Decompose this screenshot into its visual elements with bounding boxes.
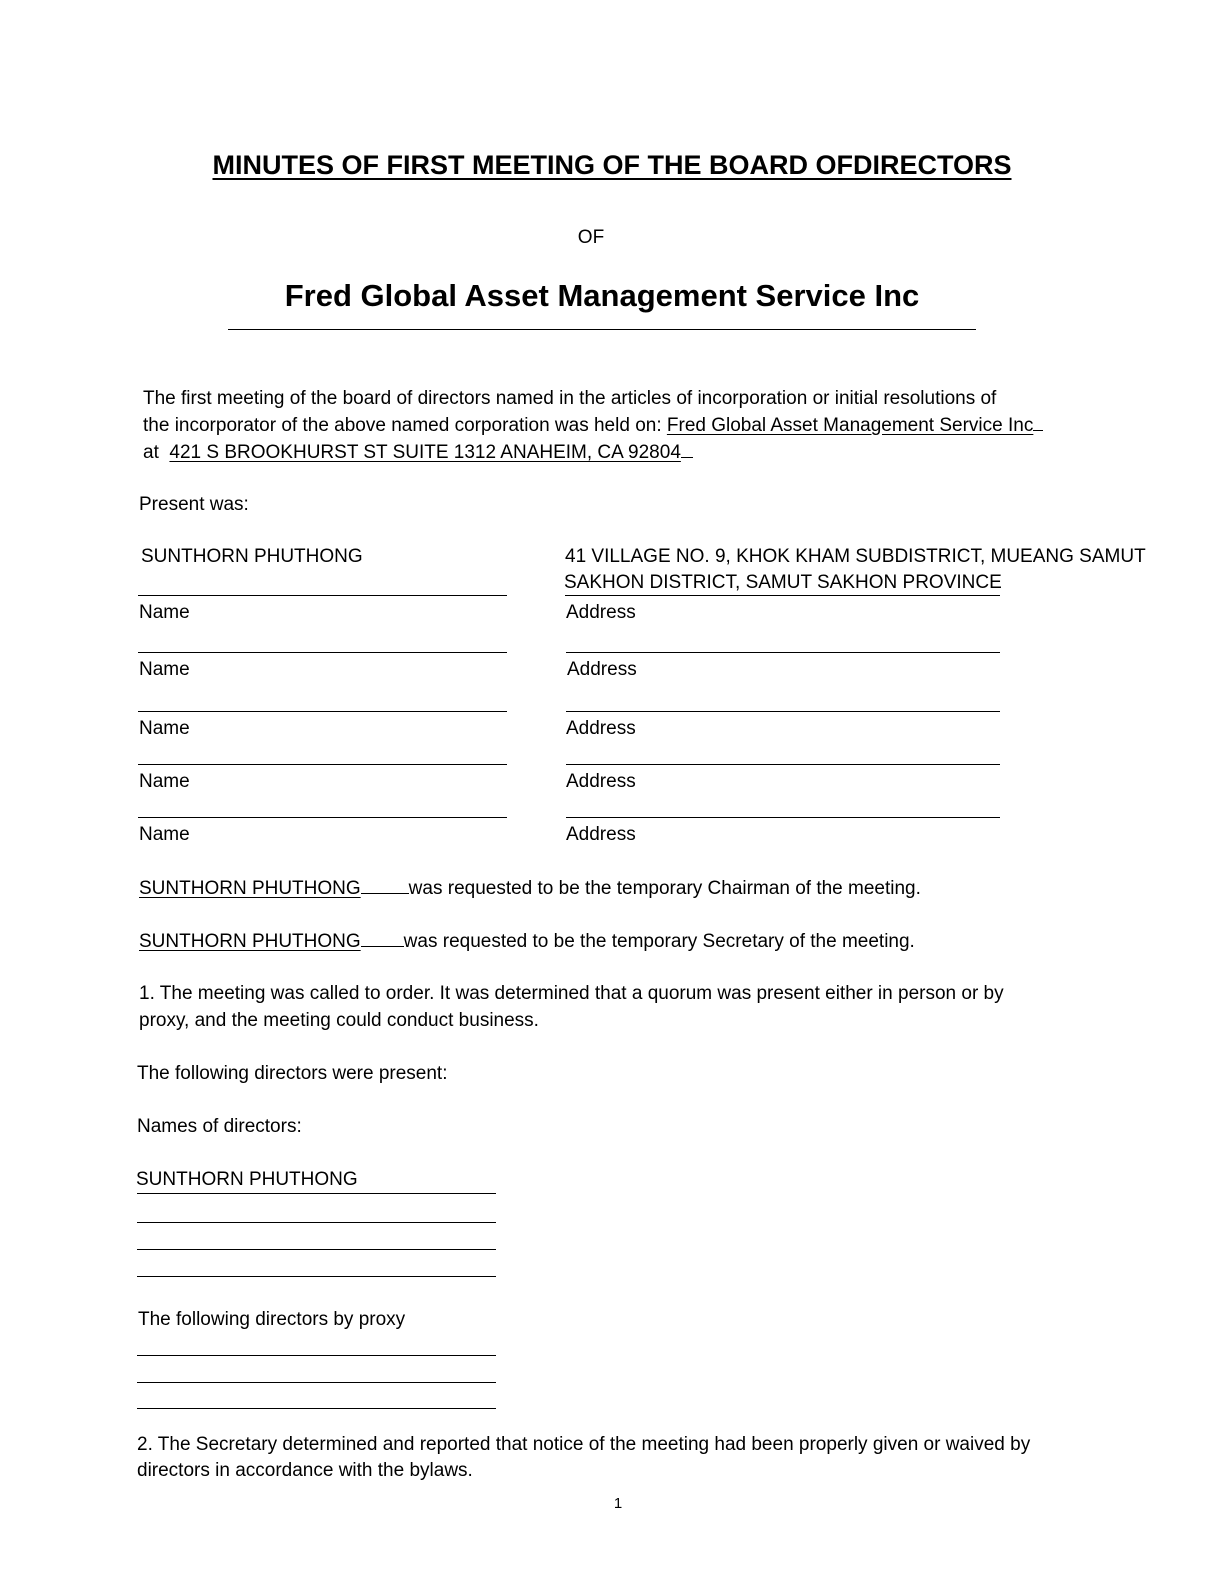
company-underline	[228, 329, 976, 330]
director-line-4	[137, 1276, 496, 1277]
intro-line-3: at 421 S BROOKHURST ST SUITE 1312 ANAHEIM, CA 92804	[143, 439, 693, 466]
address-line-1	[565, 595, 1000, 596]
chairman-name: SUNTHORN PHUTHONG	[139, 878, 361, 899]
address-line-5	[566, 817, 1000, 818]
name-label-2: Name	[139, 659, 190, 680]
secretary-line: SUNTHORN PHUTHONG was requested to be the temporary Secretary of the meeting.	[139, 928, 915, 955]
address-label-4: Address	[566, 771, 636, 792]
intro-line-2: the incorporator of the above named corporation was held on: Fred Global Asset Management Service Inc	[143, 412, 1043, 439]
address-line-3	[566, 711, 1000, 712]
item-1-line-2: proxy, and the meeting could conduct business.	[139, 1010, 539, 1031]
director-line-3	[137, 1249, 496, 1250]
item-1-line-1: 1. The meeting was called to order. It was determined that a quorum was present either in person or by	[139, 983, 1004, 1004]
director-line-1	[137, 1193, 496, 1194]
held-on-value: Fred Global Asset Management Service Inc	[666, 415, 1034, 436]
director-line-2	[137, 1222, 496, 1223]
company-name: Fred Global Asset Management Service Inc	[284, 278, 920, 313]
name-line-1	[138, 595, 507, 596]
item-2-line-2: directors in accordance with the bylaws.	[137, 1460, 473, 1481]
director-name-1: SUNTHORN PHUTHONG	[136, 1169, 358, 1190]
proxy-line-1	[137, 1355, 496, 1356]
name-label-3: Name	[139, 718, 190, 739]
address-label-5: Address	[566, 824, 636, 845]
directors-present-label: The following directors were present:	[137, 1063, 448, 1084]
name-label-1: Name	[139, 602, 190, 623]
name-label-4: Name	[139, 771, 190, 792]
name-line-2	[138, 652, 507, 653]
proxy-line-2	[137, 1382, 496, 1383]
item-2-line-1: 2. The Secretary determined and reported that notice of the meeting had been properly given or waived by	[137, 1434, 1031, 1455]
secretary-name: SUNTHORN PHUTHONG	[139, 931, 361, 952]
name-label-5: Name	[139, 824, 190, 845]
name-line-3	[138, 711, 507, 712]
chairman-line: SUNTHORN PHUTHONG was requested to be the temporary Chairman of the meeting.	[139, 875, 921, 902]
proxy-line-3	[137, 1408, 496, 1409]
attendee-address-line-2: SAKHON DISTRICT, SAMUT SAKHON PROVINCE	[564, 572, 1002, 593]
address-label-3: Address	[566, 718, 636, 739]
address-line-4	[566, 764, 1000, 765]
page-number: 1	[613, 1495, 623, 1512]
address-line-2	[566, 652, 1000, 653]
name-line-4	[138, 764, 507, 765]
address-label-2: Address	[567, 659, 637, 680]
name-line-5	[138, 817, 507, 818]
proxy-label: The following directors by proxy	[138, 1309, 406, 1330]
attendee-address-line-1: 41 VILLAGE NO. 9, KHOK KHAM SUBDISTRICT, MUEANG SAMUT	[565, 546, 1146, 567]
present-label: Present was:	[139, 494, 249, 515]
intro-line-1: The first meeting of the board of directors named in the articles of incorporation or initial resolutions of	[143, 388, 997, 409]
of-label: OF	[577, 227, 605, 248]
attendee-name: SUNTHORN PHUTHONG	[141, 546, 363, 567]
address-label-1: Address	[566, 602, 636, 623]
document-title: MINUTES OF FIRST MEETING OF THE BOARD OFDIRECTORS	[212, 150, 1012, 180]
names-of-directors-label: Names of directors:	[137, 1116, 302, 1137]
held-at-value: 421 S BROOKHURST ST SUITE 1312 ANAHEIM, CA 92804	[169, 442, 681, 463]
